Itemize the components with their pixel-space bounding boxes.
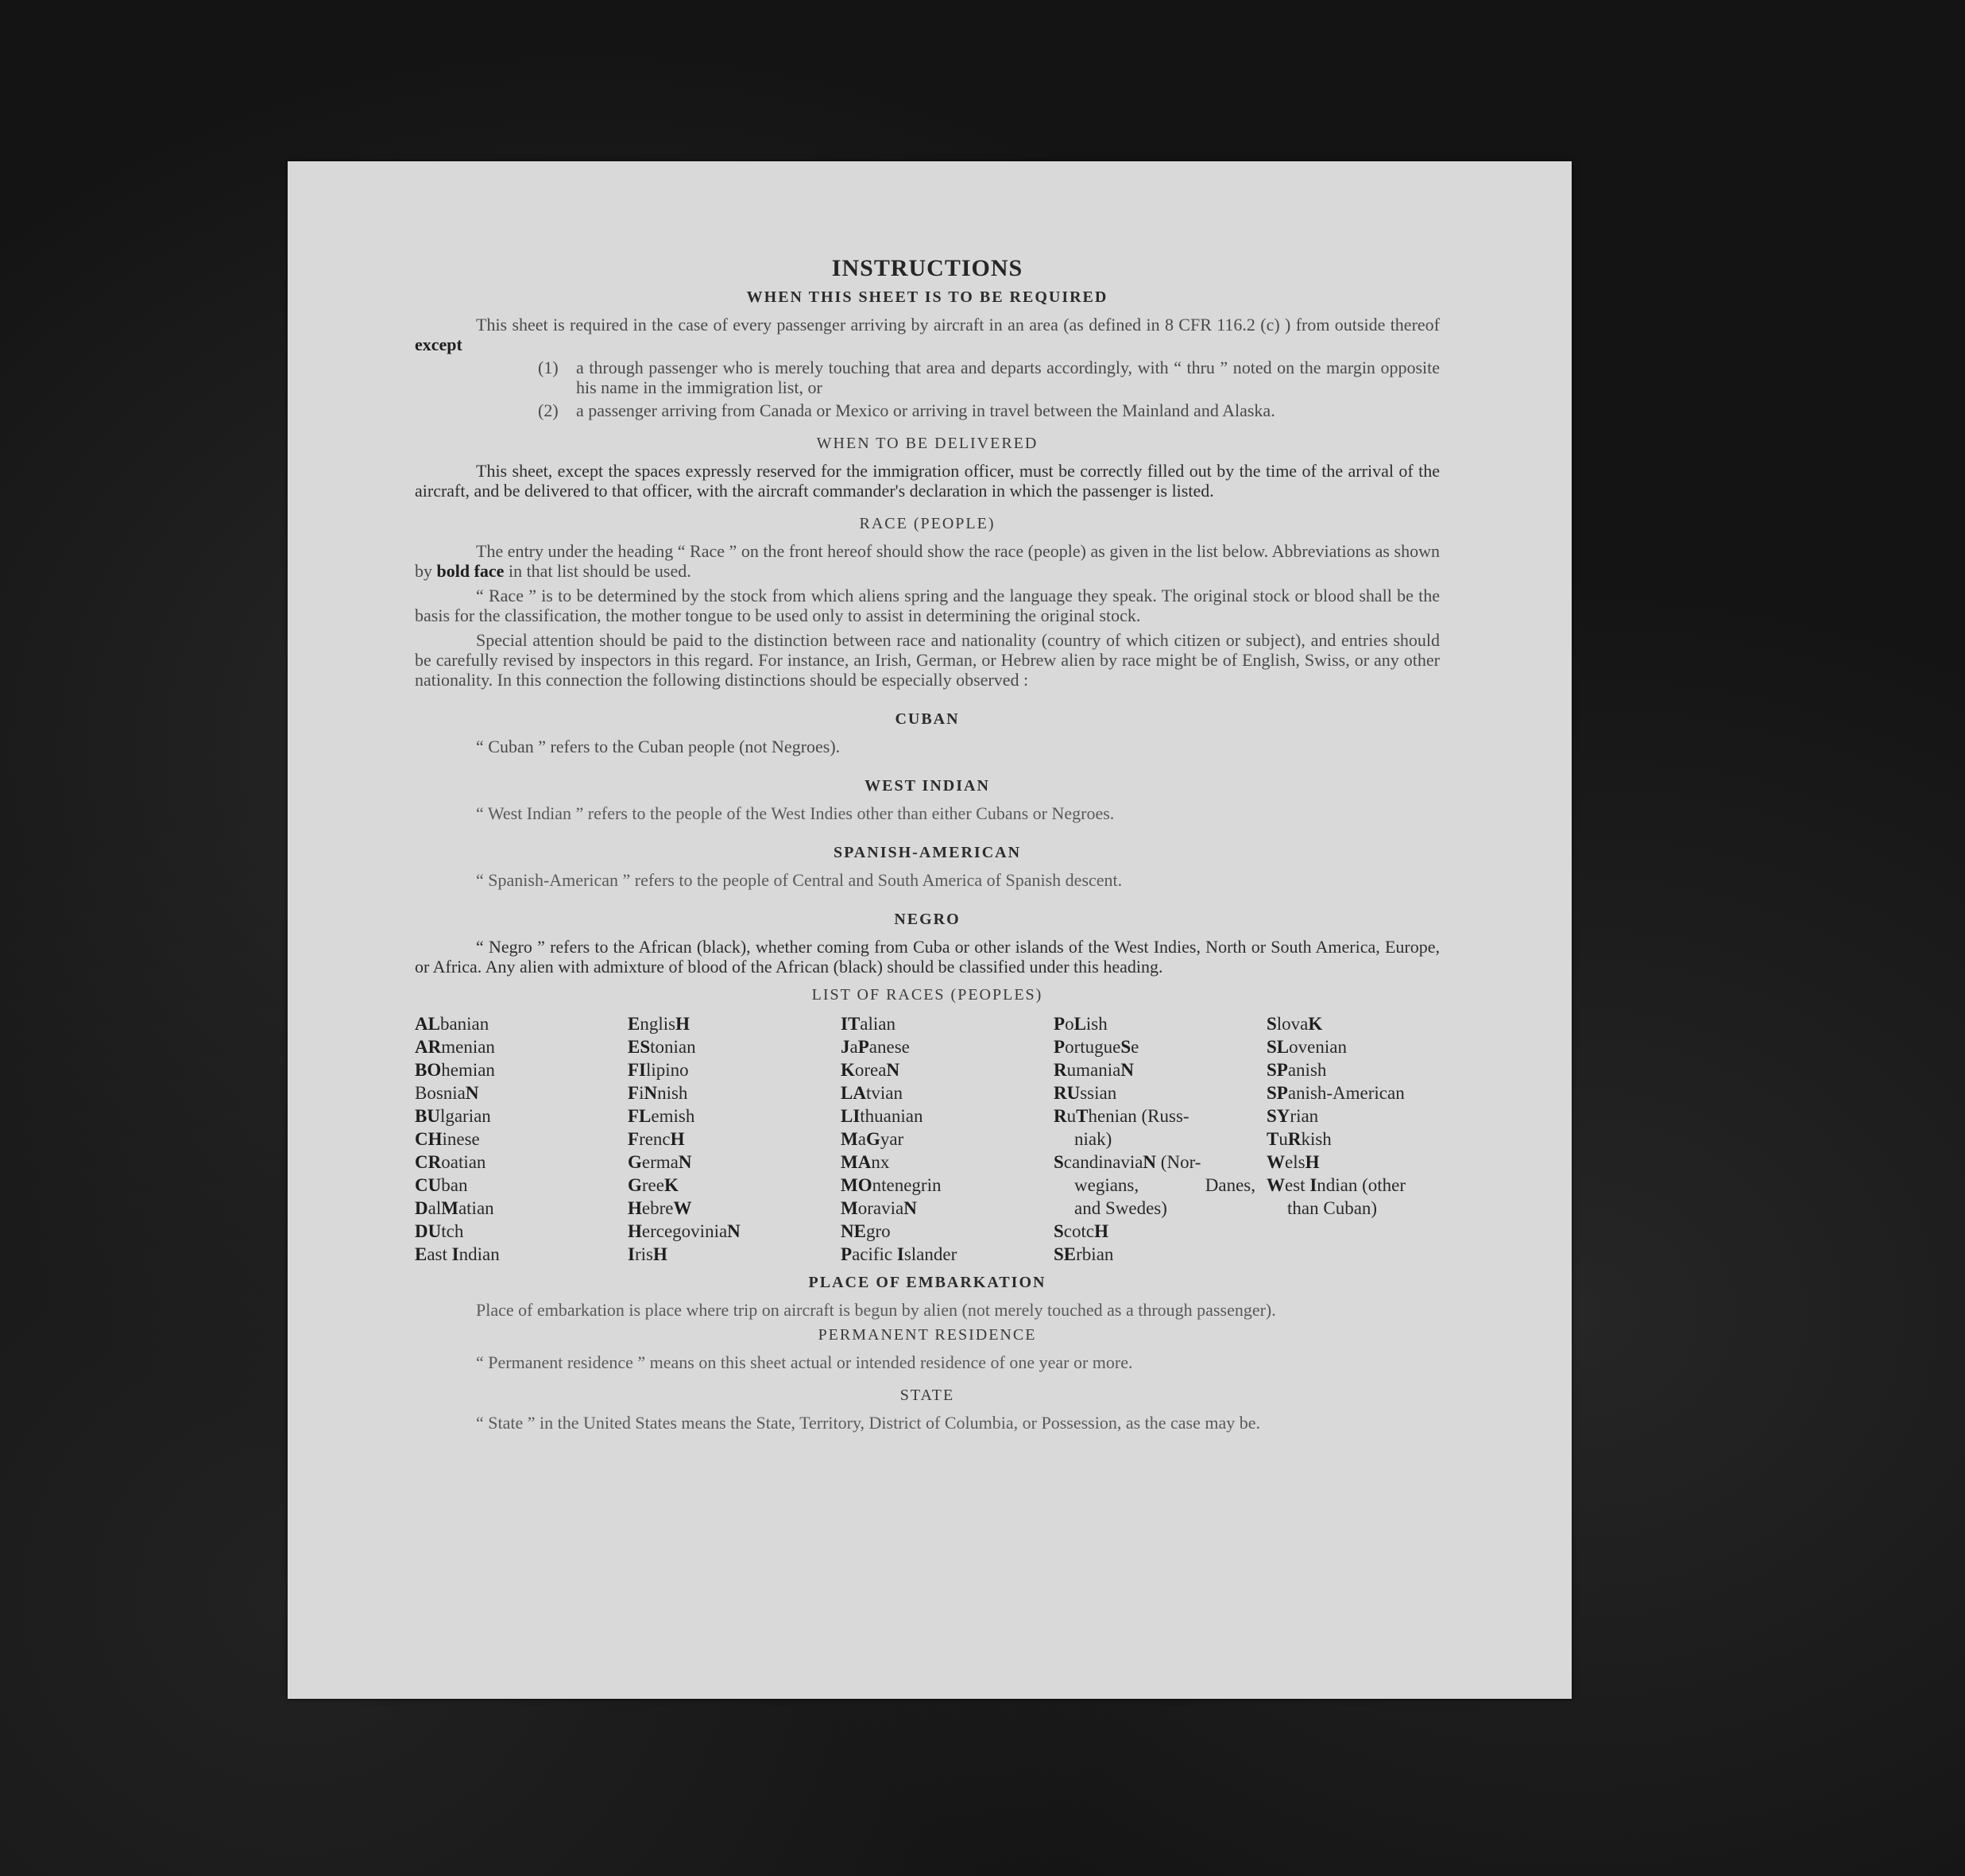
race-entry [415,1197,628,1220]
race-abbreviation: R [1054,1060,1067,1080]
race-name-part: tonian [650,1037,696,1057]
item-text: a passenger arriving from Canada or Mexico or arriving in travel between the Mainland and Alaska. [576,400,1275,420]
race-abbreviation: MO [841,1175,872,1195]
embarkation-text: Place of embarkation is place where trip on aircraft is begun by alien (not merely touched as a through passenger). [476,1300,1276,1320]
document-content [415,255,1440,1433]
race-abbreviation: S [1120,1037,1131,1057]
negro-text: “ Negro ” refers to the African (black), whether coming from Cuba or other islands of the West Indies, North or South America, Europe, or Africa. Any alien with admixture of blood of the African (black) should be classified under this heading. [415,937,1440,977]
required-intro-text: This sheet is required in the case of every passenger arriving by aircraft in an area (as defined in 8 CFR 116.2 (c) ) from outside thereof [476,315,1440,335]
race-abbreviation: P [1054,1037,1066,1057]
race-abbreviation: L [1073,1014,1086,1034]
race-abbreviation: LA [841,1083,866,1103]
race-abbreviation: D [415,1198,428,1218]
race-entry [1054,1081,1267,1104]
race-entry [415,1012,628,1035]
race-entry [628,1174,841,1197]
race-name-part: candinavia [1063,1152,1143,1172]
race-name-part: ercegovinia [641,1221,728,1241]
race-name-part: ban [441,1175,468,1195]
race-abbreviation: MA [841,1152,872,1172]
race-abbreviation: H [628,1198,642,1218]
race-abbreviation: N [903,1198,917,1218]
race-entry [628,1104,841,1128]
races-column [628,1012,841,1266]
race-name-part: ssian [1080,1083,1117,1103]
race-abbreviation: I [628,1244,635,1264]
race-abbreviation: S [1054,1221,1064,1241]
race-name-part: lgarian [439,1106,491,1126]
race-abbreviation: CH [415,1129,443,1149]
race-abbreviation: S [1054,1152,1064,1172]
race-abbreviation: K [1308,1014,1323,1034]
spanish-american-text: “ Spanish-American ” refers to the people of Central and South America of Spanish descent. [476,870,1123,890]
race-name-part: nish [657,1083,688,1103]
required-item-1 [538,358,1440,397]
race-name-part: anish-American [1287,1083,1405,1103]
section-heading-embarkation: PLACE OF EMBARKATION [808,1274,1046,1291]
race-entry [841,1012,1054,1035]
race-entry-continuation: Danes, [1205,1175,1255,1195]
race-name-part: yar [880,1129,904,1149]
race-name-part: a [849,1037,858,1057]
race-abbreviation: AR [415,1037,442,1057]
race-abbreviation: M [441,1198,458,1218]
race-abbreviation: W [673,1198,692,1218]
race-entry [628,1243,841,1266]
delivered-text: This sheet, except the spaces expressly reserved for the immigration officer, must be correctly filled out by the time of the arrival of the aircraft, and be delivered to that officer, with the aircraft commander's declaration in which the passenger is listed. [415,461,1440,501]
required-intro [415,315,1440,354]
race-entry [841,1220,1054,1243]
race-abbreviation: F [628,1083,640,1103]
race-abbreviation: N [1143,1152,1157,1172]
race-name-part: ish [1085,1014,1108,1034]
race-abbreviation: AL [415,1014,440,1034]
race-name-part: els [1285,1152,1305,1172]
race-name-part: tvian [865,1083,903,1103]
race-abbreviation: R [1287,1129,1302,1149]
race-entry [628,1081,841,1104]
race-name-part: tch [441,1221,464,1241]
race-entry-continuation: and Swedes) [1074,1198,1167,1218]
item-text: a through passenger who is merely touching that area and departs accordingly, with “ thru ” noted on the margin opposite his name in the immigration list, or [576,358,1440,397]
race-paragraph-1 [415,541,1440,581]
race-entry [841,1128,1054,1151]
race-abbreviation: I [451,1244,459,1264]
race-entry [1267,1035,1440,1058]
race-name-part: Bosnia [415,1083,466,1103]
race-abbreviation: H [1094,1221,1108,1241]
race-entry [1054,1058,1267,1081]
race-abbreviation: P [1054,1014,1066,1034]
race-entry [1267,1151,1440,1174]
race-paragraph-2: “ Race ” is to be determined by the stock from which aliens spring and the language they speak. The original stock or blood shall be the basis for the classification, the mother tongue to be used only to assist in determining the original stock. [415,586,1440,625]
race-name-part: orea [854,1060,887,1080]
race-abbreviation: J [841,1037,850,1057]
race-entry [628,1220,841,1243]
race-entry [841,1081,1054,1104]
race-name-part: kish [1301,1129,1332,1149]
race-entry-continuation: wegians, [1074,1175,1139,1195]
race-entry [415,1151,628,1174]
race-name-part: ast [427,1244,452,1264]
cuban-text: “ Cuban ” refers to the Cuban people (not Negroes). [476,737,841,756]
race-name-part: ortugue [1065,1037,1121,1057]
section-heading-race: RACE (PEOPLE) [859,515,996,532]
race-name-part: alian [860,1014,895,1034]
race-abbreviation: H [1305,1152,1320,1172]
race-name-part: slander [903,1244,957,1264]
race-entry [415,1081,628,1104]
race-name-part: est [1285,1175,1310,1195]
race-abbreviation: H [628,1221,642,1241]
race-name-part: inese [442,1129,480,1149]
race-abbreviation: DU [415,1221,442,1241]
race-name-part: oatian [441,1152,486,1172]
race-name-part: cotc [1063,1221,1095,1241]
race-p1-text-a: The entry under the heading “ Race ” on the front hereof should show the race (people) as given in the list below. Abbreviations as shown by [415,541,1440,581]
race-entry [1267,1012,1440,1035]
race-name-part: ris [634,1244,653,1264]
race-abbreviation: E [628,1014,640,1034]
race-entry [415,1243,628,1266]
race-p1-text-c: in that list should be used. [508,561,691,581]
item-number: (2) [538,400,559,420]
race-entry [415,1058,628,1081]
races-column [1054,1012,1267,1266]
race-abbreviation: SP [1267,1060,1288,1080]
race-entry [415,1174,628,1197]
race-abbreviation: K [841,1060,855,1080]
race-name-part: atian [458,1198,494,1218]
race-abbreviation: N [727,1221,741,1241]
race-abbreviation: SL [1267,1037,1290,1057]
race-name-part: erma [641,1152,679,1172]
state-text: “ State ” in the United States means the State, Territory, District of Columbia, or Possession, as the case may be. [476,1413,1261,1433]
race-abbreviation: W [1267,1152,1285,1172]
race-paragraph-3: Special attention should be paid to the distinction between race and nationality (country of which citizen or subject), and entries should be carefully revised by inspectors in this regard. For instance, an Irish, German, or Hebrew alien by race might be of English, Swiss, or any other nationality. In this connection the following distinctions should be especially observed : [415,630,1440,690]
race-abbreviation: T [1267,1129,1279,1149]
race-name-part: u [1066,1106,1077,1126]
race-entry [1267,1197,1440,1220]
races-list [415,1012,1440,1266]
race-entry-continuation: niak) [1074,1129,1112,1149]
race-entry [1054,1035,1267,1058]
race-abbreviation: G [628,1175,642,1195]
bold-face-label: bold face [436,561,505,581]
race-abbreviation: T [1076,1106,1089,1126]
race-abbreviation: BU [415,1106,440,1126]
race-name-part: thuanian [860,1106,923,1126]
races-column [415,1012,628,1266]
race-abbreviation: W [1267,1175,1285,1195]
race-abbreviation: CR [415,1152,442,1172]
race-name-part: hemian [441,1060,495,1080]
race-name-part: rbian [1076,1244,1114,1264]
race-name-part: e [1131,1037,1139,1057]
race-entry [841,1174,1054,1197]
race-name-part: renc [639,1129,671,1149]
race-abbreviation: P [841,1244,853,1264]
race-abbreviation: FI [628,1060,646,1080]
race-abbreviation: N [1120,1060,1134,1080]
race-name-part: ndian [458,1244,500,1264]
race-abbreviation: IT [841,1014,861,1034]
race-abbreviation: CU [415,1175,442,1195]
race-name-part: ndian (other [1317,1175,1406,1195]
race-abbreviation: RU [1054,1083,1081,1103]
race-name-part: u [1278,1129,1288,1149]
race-entry [1054,1104,1267,1128]
section-heading-required: WHEN THIS SHEET IS TO BE REQUIRED [746,288,1108,306]
race-abbreviation: K [663,1175,679,1195]
race-name-part: emish [651,1106,695,1126]
race-entry [1267,1081,1440,1104]
section-heading-residence: PERMANENT RESIDENCE [818,1326,1037,1344]
race-abbreviation: M [841,1129,858,1149]
race-name-part: umania [1066,1060,1121,1080]
race-abbreviation: BO [415,1060,442,1080]
race-name-part: acific [852,1244,897,1264]
section-heading-spanish-american: SPANISH-AMERICAN [833,844,1022,861]
race-entry [628,1151,841,1174]
race-name-part: gro [865,1221,891,1241]
race-entry [841,1035,1054,1058]
section-heading-cuban: CUBAN [895,710,960,728]
race-abbreviation: N [678,1152,692,1172]
section-heading-list-of-races: LIST OF RACES (PEOPLES) [811,986,1043,1004]
race-entry-continuation: than Cuban) [1287,1198,1378,1218]
race-entry [1267,1104,1440,1128]
race-entry [415,1220,628,1243]
race-abbreviation: H [670,1129,685,1149]
race-name-part: al [427,1198,442,1218]
race-name-part: a [857,1129,866,1149]
race-abbreviation: NE [841,1221,866,1241]
item-number: (1) [538,358,559,377]
section-heading-delivered: WHEN TO BE DELIVERED [816,435,1039,452]
race-entry [1054,1128,1267,1151]
race-entry [1054,1174,1267,1197]
race-name-part: i [639,1083,644,1103]
race-name-part: (Nor- [1156,1152,1201,1172]
race-abbreviation: N [465,1083,479,1103]
race-name-part: o [1065,1014,1074,1034]
race-abbreviation: LI [841,1106,861,1126]
race-entry [1054,1220,1267,1243]
race-abbreviation: ES [628,1037,651,1057]
race-name-part: oravia [857,1198,904,1218]
race-entry [1267,1058,1440,1081]
race-entry [1054,1151,1267,1174]
race-abbreviation: P [857,1037,869,1057]
race-name-part: rian [1290,1106,1319,1126]
race-abbreviation: E [415,1244,427,1264]
race-entry [841,1151,1054,1174]
race-name-part: ntenegrin [872,1175,942,1195]
race-abbreviation: I [896,1244,904,1264]
race-entry [628,1128,841,1151]
race-entry [841,1058,1054,1081]
west-indian-text: “ West Indian ” refers to the people of the West Indies other than either Cubans or Negroes. [476,803,1115,823]
race-name-part: ebre [641,1198,674,1218]
race-entry [415,1128,628,1151]
document-sheet [288,161,1572,1699]
race-name-part: henian (Russ- [1088,1106,1189,1126]
race-abbreviation: N [886,1060,900,1080]
race-entry [628,1197,841,1220]
race-entry [1054,1243,1267,1266]
race-entry [841,1243,1054,1266]
race-abbreviation: FL [628,1106,652,1126]
race-name-part: lova [1276,1014,1309,1034]
race-abbreviation: G [865,1129,880,1149]
race-entry [628,1012,841,1035]
race-entry [841,1104,1054,1128]
page-title: INSTRUCTIONS [831,255,1023,281]
race-abbreviation: F [628,1129,640,1149]
race-entry [628,1035,841,1058]
race-abbreviation: I [1309,1175,1317,1195]
race-name-part: nx [871,1152,890,1172]
race-abbreviation: N [644,1083,658,1103]
race-abbreviation: M [841,1198,858,1218]
residence-text: “ Permanent residence ” means on this sheet actual or intended residence of one year or more. [476,1352,1133,1372]
race-name-part: anish [1287,1060,1327,1080]
race-entry [841,1197,1054,1220]
race-abbreviation: SP [1267,1083,1288,1103]
race-abbreviation: SE [1054,1244,1077,1264]
races-column [1267,1012,1440,1266]
race-abbreviation: H [675,1014,690,1034]
race-entry [628,1058,841,1081]
section-heading-negro: NEGRO [894,911,961,928]
required-item-2 [538,400,1440,420]
race-name-part: ree [641,1175,664,1195]
races-column [841,1012,1054,1266]
race-name-part: menian [441,1037,495,1057]
race-abbreviation: SY [1267,1106,1290,1126]
section-heading-state: STATE [899,1387,955,1404]
race-name-part: anese [868,1037,910,1057]
race-entry [415,1035,628,1058]
race-name-part: nglis [640,1014,676,1034]
race-abbreviation: R [1054,1106,1067,1126]
race-abbreviation: S [1267,1014,1277,1034]
race-name-part: banian [439,1014,489,1034]
race-entry [415,1104,628,1128]
race-entry [1054,1197,1267,1220]
race-name-part: lipino [646,1060,689,1080]
race-abbreviation: H [652,1244,667,1264]
except-bold: except [415,335,462,354]
race-entry [1267,1174,1440,1197]
race-name-part: ovenian [1289,1037,1347,1057]
section-heading-west-indian: WEST INDIAN [865,777,990,795]
race-entry [1267,1128,1440,1151]
race-entry [1054,1012,1267,1035]
race-abbreviation: G [628,1152,642,1172]
